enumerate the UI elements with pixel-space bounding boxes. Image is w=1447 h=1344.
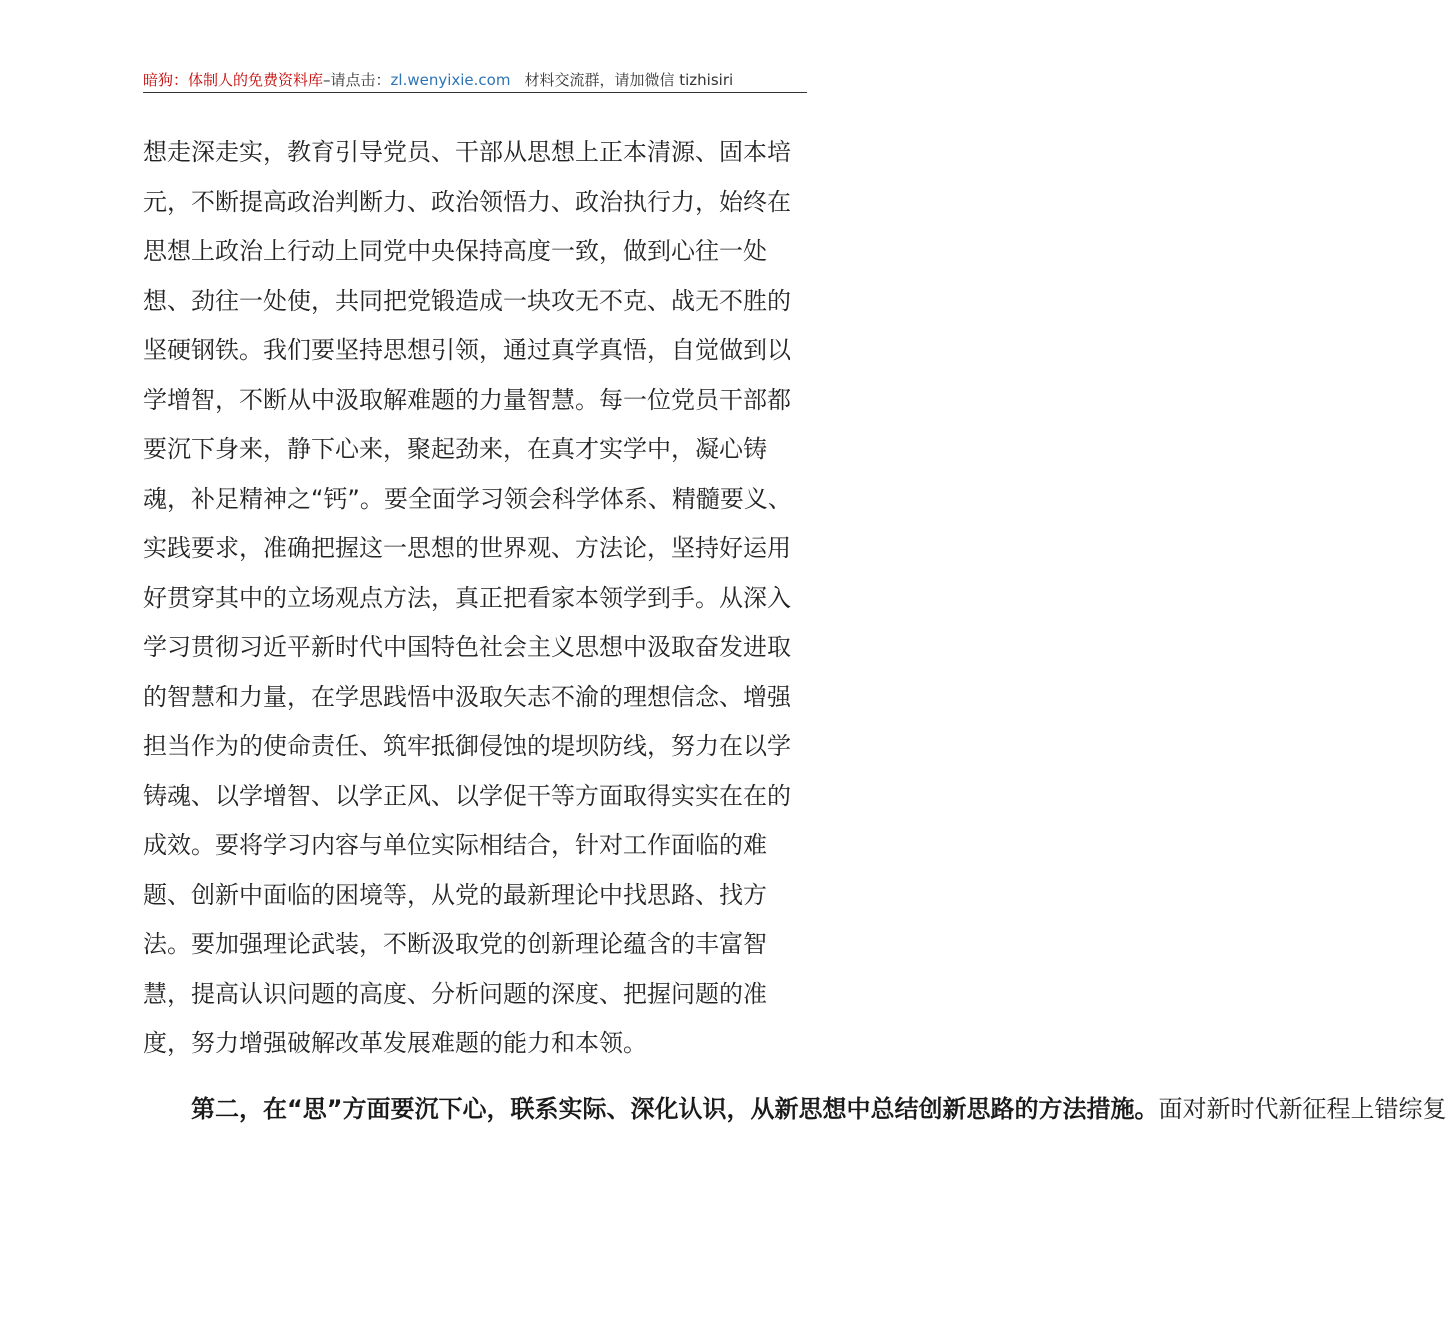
section-two-text: 面对新时代新征程上错综复	[1158, 1094, 1447, 1123]
header-brand: 暗狗：体制人的免费资料库	[143, 71, 324, 89]
body-paragraph: 想走深走实，教育引导党员、干部从思想上正本清源、固本培元，不断提高政治判断力、政治领悟力、政治执行力，始终在思想上政治上行动上同党中央保持高度一致，做到心往一处想、劲往一处使，共同把党锻造成一块攻无不克、战无不胜的坚硬钢铁。我们要坚持思想引领，通过真学真悟，自觉做到以学增智，不断从中汲取解难题的力量智慧。每一位党员干部都要沉下身来，静下心来，聚起劲来，在真才实学中，凝心铸魂，补足精神之“钙”。要全面学习领会科学体系、精髓要义、实践要求，准确把握这一思想的世界观、方法论，坚持好运用好贯穿其中的立场观点方法，真正把看家本领学到手。从深入学习贯彻习近平新时代中国特色社会主义思想中汲取奋发进取的智慧和力量，在学思践悟中汲取矢志不渝的理想信念、增强担当作为的使命责任、筑牢抵御侵蚀的堤坝防线，努力在以学铸魂、以学增智、以学正风、以学促干等方面取得实实在在的成效。要将学习内容与单位实际相结合，针对工作面临的难题、创新中面临的困境等，从党的最新理论中找思路、找方法。要加强理论武装，不断汲取党的创新理论蕴含的丰富智慧，提高认识问题的高度、分析问题的深度、把握问题的准度，努力增强破解改革发展难题的能力和本领。	[143, 138, 792, 1057]
header-prompt: –请点击：	[323, 71, 391, 89]
section-two-heading: 第二，在“思”方面要沉下心，联系实际、深化认识，从新思想中总结创新思路的方法措施。	[191, 1094, 1159, 1123]
page-header	[143, 68, 807, 93]
document-body	[143, 128, 1447, 1134]
section-two-paragraph	[143, 1085, 1447, 1135]
header-link[interactable]: zl.wenyixie.com	[390, 71, 511, 89]
header-contact: 材料交流群，请加微信 tizhisiri	[524, 71, 734, 89]
